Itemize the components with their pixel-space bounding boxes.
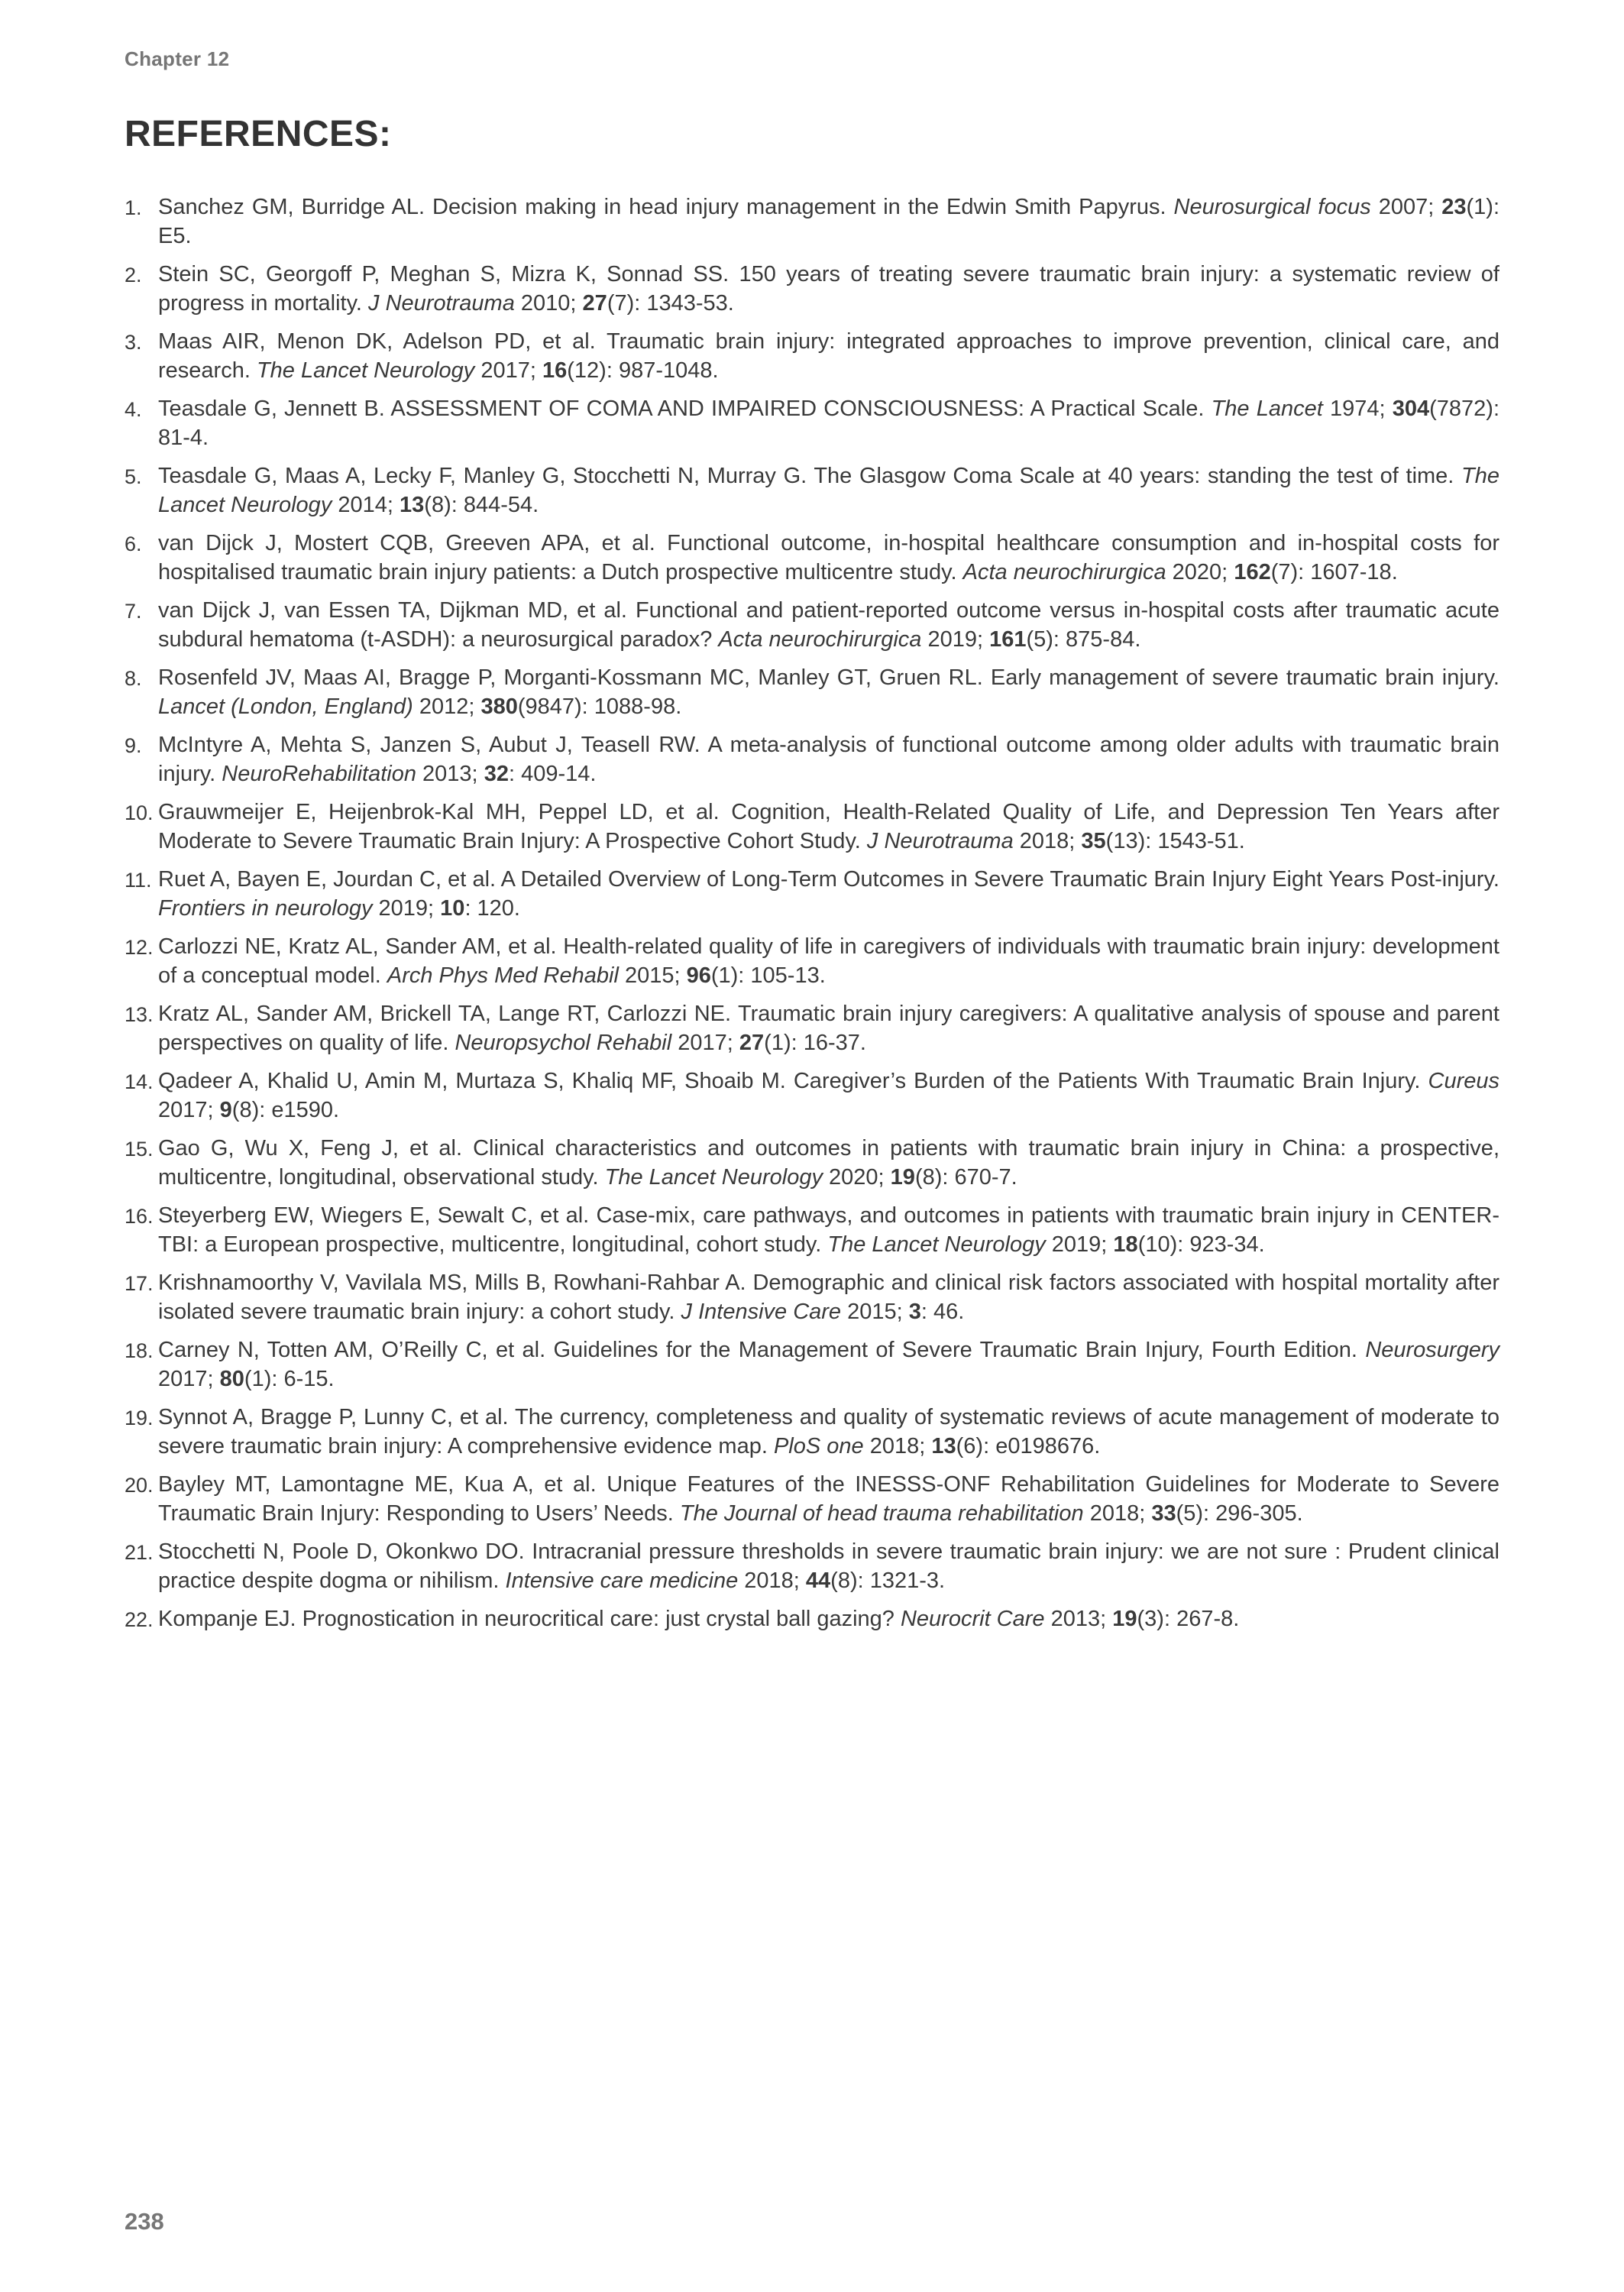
reference-item	[125, 932, 1499, 990]
reference-number: 3.	[125, 331, 142, 354]
reference-item	[125, 1604, 1499, 1633]
reference-number: 10.	[125, 801, 154, 824]
reference-item	[125, 596, 1499, 654]
reference-text: Krishnamoorthy V, Vavilala MS, Mills B, Rowhani-Rahbar A. Demographic and clinical risk factors associated with hospital mortality after isolated severe traumatic brain injury: a cohort study. J Intensive Care 2015; 3: 46.	[158, 1271, 1499, 1324]
reference-text: Carney N, Totten AM, O’Reilly C, et al. Guidelines for the Management of Severe Traumatic Brain Injury, Fourth Edition. Neurosurgery 2017; 80(1): 6-15.	[158, 1338, 1499, 1391]
reference-item	[125, 1268, 1499, 1326]
reference-item	[125, 730, 1499, 788]
reference-number: 12.	[125, 936, 154, 959]
reference-text: Qadeer A, Khalid U, Amin M, Murtaza S, Khaliq MF, Shoaib M. Caregiver’s Burden of the Patients With Traumatic Brain Injury. Cureus 2017; 9(8): e1590.	[158, 1069, 1499, 1122]
reference-number: 20.	[125, 1474, 154, 1497]
reference-item	[125, 394, 1499, 452]
reference-item	[125, 1134, 1499, 1192]
reference-number: 7.	[125, 600, 142, 623]
reference-item	[125, 461, 1499, 520]
reference-number: 2.	[125, 264, 142, 286]
reference-number: 13.	[125, 1003, 154, 1026]
reference-item	[125, 1067, 1499, 1125]
reference-item	[125, 1201, 1499, 1259]
reference-item	[125, 1537, 1499, 1595]
reference-number: 6.	[125, 533, 142, 555]
reference-item	[125, 1335, 1499, 1394]
reference-text: Rosenfeld JV, Maas AI, Bragge P, Morganti-Kossmann MC, Manley GT, Gruen RL. Early management of severe traumatic brain injury. Lancet (London, England) 2012; 380(9847): 1088-98.	[158, 665, 1499, 719]
reference-number: 18.	[125, 1339, 154, 1362]
reference-text: Steyerberg EW, Wiegers E, Sewalt C, et al. Case-mix, care pathways, and outcomes in patients with traumatic brain injury in CENTER-TBI: a European prospective, multicentre, longitudinal, cohort study. The Lancet Neurology 2019; 18(10): 923-34.	[158, 1203, 1499, 1257]
section-title: REFERENCES:	[125, 114, 392, 154]
reference-text: Grauwmeijer E, Heijenbrok-Kal MH, Peppel LD, et al. Cognition, Health-Related Quality of Life, and Depression Ten Years after Moderate to Severe Traumatic Brain Injury: A Prospective Cohort Study. J Neurotrauma 2018; 35(13): 1543-51.	[158, 800, 1499, 853]
reference-text: Teasdale G, Jennett B. ASSESSMENT OF COMA AND IMPAIRED CONSCIOUSNESS: A Practical Scale. The Lancet 1974; 304(7872): 81-4.	[158, 397, 1499, 450]
reference-item	[125, 529, 1499, 587]
reference-text: Maas AIR, Menon DK, Adelson PD, et al. Traumatic brain injury: integrated approaches to improve prevention, clinical care, and research. The Lancet Neurology 2017; 16(12): 987-1048.	[158, 329, 1499, 383]
reference-text: McIntyre A, Mehta S, Janzen S, Aubut J, Teasell RW. A meta-analysis of functional outcome among older adults with traumatic brain injury. NeuroRehabilitation 2013; 32: 409-14.	[158, 733, 1499, 786]
reference-number: 4.	[125, 398, 142, 421]
reference-text: Stein SC, Georgoff P, Meghan S, Mizra K, Sonnad SS. 150 years of treating severe traumatic brain injury: a systematic review of progress in mortality. J Neurotrauma 2010; 27(7): 1343-53.	[158, 262, 1499, 316]
reference-text: Carlozzi NE, Kratz AL, Sander AM, et al. Health-related quality of life in caregivers of individuals with traumatic brain injury: development of a conceptual model. Arch Phys Med Rehabil 2015; 96(1): 105-13.	[158, 934, 1499, 988]
reference-number: 17.	[125, 1272, 154, 1295]
reference-item	[125, 1403, 1499, 1461]
reference-item	[125, 327, 1499, 385]
reference-item	[125, 1470, 1499, 1528]
reference-item	[125, 999, 1499, 1057]
reference-number: 9.	[125, 734, 142, 757]
reference-item	[125, 865, 1499, 923]
reference-number: 15.	[125, 1138, 154, 1161]
reference-number: 11.	[125, 869, 152, 892]
reference-text: Stocchetti N, Poole D, Okonkwo DO. Intracranial pressure thresholds in severe traumatic brain injury: we are not sure : Prudent clinical practice despite dogma or nihilism. Intensive care medicine 2018; 44(8): 1321-3.	[158, 1539, 1499, 1593]
reference-text: Kratz AL, Sander AM, Brickell TA, Lange RT, Carlozzi NE. Traumatic brain injury caregivers: A qualitative analysis of spouse and parent perspectives on quality of life. Neuropsychol Rehabil 2017; 27(1): 16-37.	[158, 1002, 1499, 1055]
reference-number: 8.	[125, 667, 142, 690]
reference-text: Ruet A, Bayen E, Jourdan C, et al. A Detailed Overview of Long-Term Outcomes in Severe Traumatic Brain Injury Eight Years Post-injury. Frontiers in neurology 2019; 10: 120.	[158, 867, 1499, 921]
chapter-header-label: Chapter 12	[125, 47, 230, 70]
reference-number: 14.	[125, 1070, 154, 1093]
reference-number: 19.	[125, 1407, 154, 1429]
reference-text: Teasdale G, Maas A, Lecky F, Manley G, Stocchetti N, Murray G. The Glasgow Coma Scale at 40 years: standing the test of time. The Lancet Neurology 2014; 13(8): 844-54.	[158, 464, 1499, 517]
reference-number: 1.	[125, 196, 142, 219]
reference-item	[125, 260, 1499, 318]
reference-text: Sanchez GM, Burridge AL. Decision making in head injury management in the Edwin Smith Papyrus. Neurosurgical focus 2007; 23(1): E5.	[158, 195, 1499, 248]
reference-item	[125, 663, 1499, 721]
reference-item	[125, 193, 1499, 251]
reference-number: 16.	[125, 1205, 154, 1228]
reference-text: van Dijck J, Mostert CQB, Greeven APA, et al. Functional outcome, in-hospital healthcare consumption and in-hospital costs for hospitalised traumatic brain injury patients: a Dutch prospective multicentre study. Acta neurochirurgica 2020; 162(7): 1607-18.	[158, 531, 1499, 584]
reference-item	[125, 798, 1499, 856]
reference-text: Gao G, Wu X, Feng J, et al. Clinical characteristics and outcomes in patients with traumatic brain injury in China: a prospective, multicentre, longitudinal, observational study. The Lancet Neurology 2020; 19(8): 670-7.	[158, 1136, 1499, 1190]
reference-number: 21.	[125, 1541, 154, 1564]
reference-number: 5.	[125, 465, 142, 488]
reference-text: Synnot A, Bragge P, Lunny C, et al. The currency, completeness and quality of systematic reviews of acute management of moderate to severe traumatic brain injury: A comprehensive evidence map. PloS one 2018; 13(6): e0198676.	[158, 1405, 1499, 1458]
page-number: 238	[125, 2208, 164, 2235]
reference-text: van Dijck J, van Essen TA, Dijkman MD, et al. Functional and patient-reported outcome versus in-hospital costs after traumatic acute subdural hematoma (t-ASDH): a neurosurgical paradox? Acta neurochirurgica 2019; 161(5): 875-84.	[158, 598, 1499, 652]
reference-number: 22.	[125, 1608, 154, 1631]
references-list	[125, 193, 1499, 1633]
reference-text: Kompanje EJ. Prognostication in neurocritical care: just crystal ball gazing? Neurocrit Care 2013; 19(3): 267-8.	[158, 1607, 1240, 1631]
reference-text: Bayley MT, Lamontagne ME, Kua A, et al. Unique Features of the INESSS-ONF Rehabilitation Guidelines for Moderate to Severe Traumatic Brain Injury: Responding to Users’ Needs. The Journal of head trauma rehabilitation 2018; 33(5): 296-305.	[158, 1472, 1499, 1526]
